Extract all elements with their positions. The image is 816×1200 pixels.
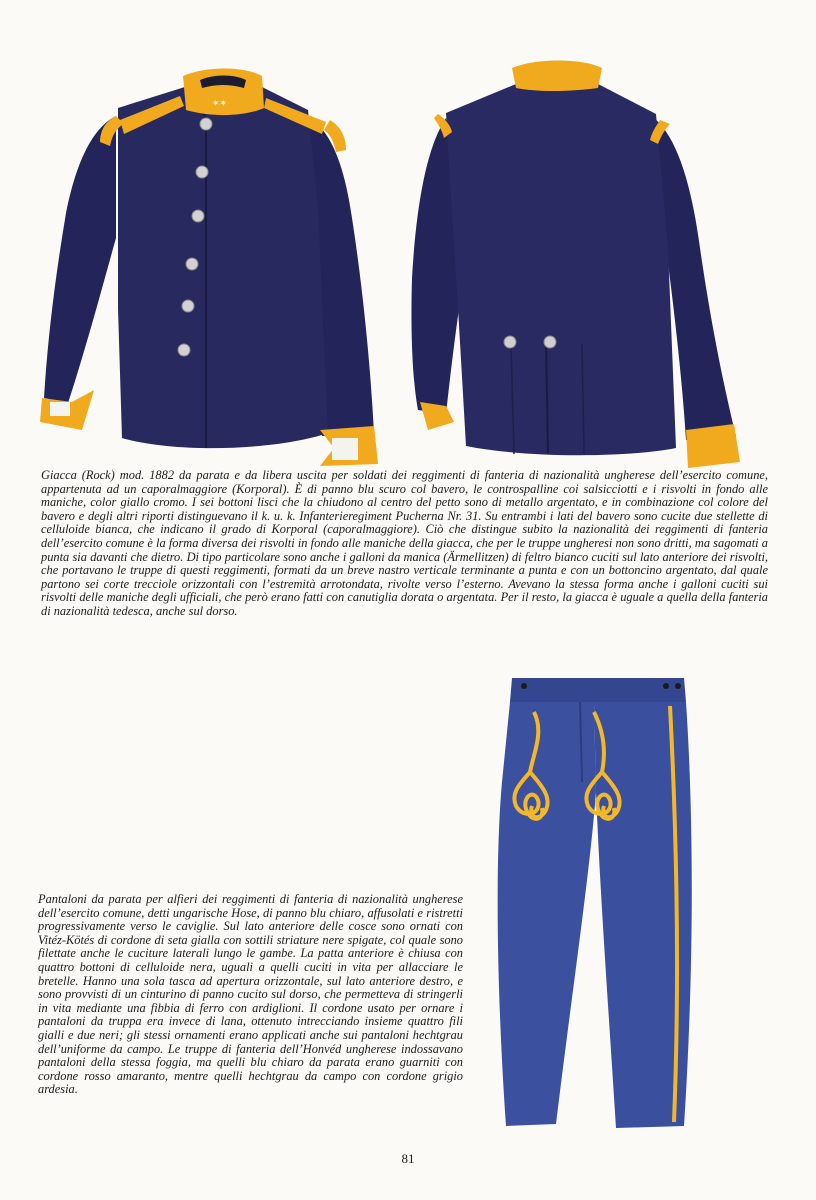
jacket-back-body	[446, 84, 676, 455]
jacket-button	[186, 258, 198, 270]
trousers-photo	[494, 672, 698, 1132]
jacket-button	[178, 344, 190, 356]
jacket-back-collar	[512, 61, 602, 92]
page-number: 81	[401, 1151, 415, 1166]
jacket-back-button	[544, 336, 556, 348]
jacket-back-cuff-right	[686, 424, 740, 468]
svg-text:✶✶: ✶✶	[212, 99, 228, 109]
trousers-waistband	[510, 678, 686, 702]
jacket-button	[182, 300, 194, 312]
jacket-back-photo	[406, 58, 744, 470]
jacket-back-cuff-left	[420, 402, 454, 430]
jacket-body	[118, 86, 328, 448]
jacket-back-button	[504, 336, 516, 348]
jacket-caption: Giacca (Rock) mod. 1882 da parata e da libera uscita per soldati dei reggimenti di fanteria di nazionalità ungherese dell’esercito comune, appartenuta ad un caporalmaggiore (Korporal). È di panno blu scuro col bavero, le controspalline coi salsicciotti e i risvolti in fondo alle maniche, color giallo cromo. I sei bottoni lisci che la chiudono al centro del petto sono di metallo argentato, e in combinazione col colore del bavero e degli altri riporti distinguevano il k. u. k. Infanterieregiment Pucherna Nr. 31. Su entrambi i lati del bavero sono cucite due stellette di celluloide bianca, che indicano il grado di Korporal (caporalmaggiore). Ciò che distingue subito la nazionalità dei reggimenti di fanteria dell’esercito comune è la forma diversa dei risvolti in fondo alle maniche della giacca, che per le truppe ungheresi non sono dritti, ma sagomati a punta sia davanti che dietro. Di tipo particolare sono anche i galloni da manica (Ärmellitzen) di feltro bianco cuciti sul lato anteriore dei risvolti, che portavano le truppe di questi reggimenti, formati da un breve nastro verticale terminante a punta e con un bottoncino argentato, dal quale partono sei corte trecciole orizzontali con l’estremità arrotondata, rivolte verso l’esterno. Avevano la stessa forma anche i galloni cuciti sui risvolti delle maniche degli ufficiali, che però erano fatti con canutiglia dorata o argentata. Per il resto, la giacca è uguale a quella della fanteria di nazionalità tedesca, anche sul dorso.	[41, 468, 768, 618]
jacket-front-photo	[38, 58, 383, 470]
trousers-caption: Pantaloni da parata per alfieri dei reggimenti di fanteria di nazionalità ungherese dell’esercito comune, detti ungarische Hose, di panno blu chiaro, affusolati e ristretti progressivamente verso le caviglie. Sul lato anteriore delle cosce sono ornati con Vitéz-Kötés di cordone di seta gialla con sottili striature nere spigate, col quale sono filettate anche le cuciture laterali lungo le gambe. La patta anteriore è chiusa con quattro bottoni di celluloide nera, uguali a quelli cuciti in vita per allacciare le bretelle. Hanno una sola tasca ad apertura orizzontale, sul lato anteriore destro, e sono provvisti di un cinturino di panno cucito sul dorso, che permetteva di stringerli in vita mediante una fibbia di ferro con ardiglioni. Il cordone usato per ornare i pantaloni da truppa era invece di lana, ottenuto intrecciando insieme quattro fili gialli e due neri; gli stessi ornamenti erano applicati anche sui pantaloni hechtgrau dell’uniforme da campo. Le truppe di fanteria dell’Honvéd ungherese indossavano pantaloni della stessa foggia, ma quelli blu chiaro da parata erano guarniti con cordone rosso amaranto, mentre quelli hechtgrau da campo con cordone grigio ardesia.	[38, 892, 463, 1097]
jacket-button	[196, 166, 208, 178]
jacket-left-sleeve	[44, 116, 116, 403]
jacket-button	[192, 210, 204, 222]
jacket-button	[200, 118, 212, 130]
